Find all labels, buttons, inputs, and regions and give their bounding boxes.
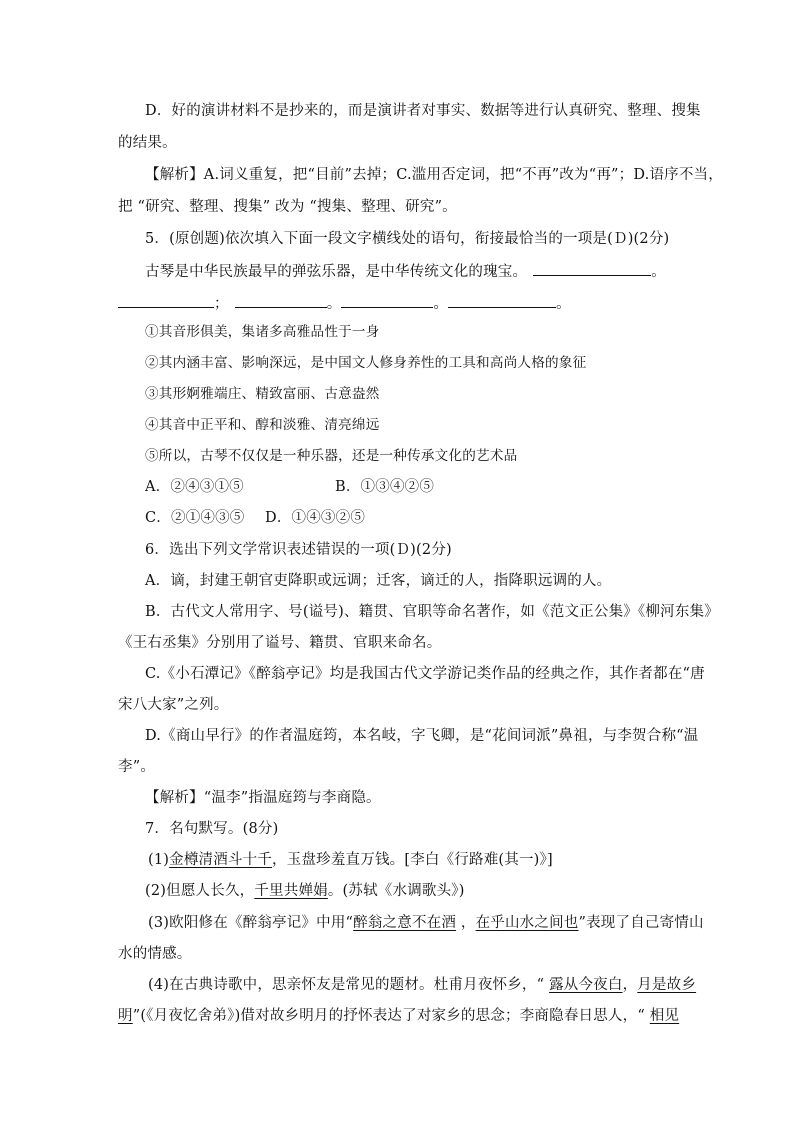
q5-fill-blank-5[interactable] <box>448 293 556 308</box>
q5-option-a: A．②④③①⑤ <box>145 479 244 495</box>
q7-s3-suffix: ”表现了自己寄情山 <box>578 915 704 931</box>
q5-passage-text: 古琴是中华民族最早的弹弦乐器，是中华传统文化的瑰宝。 <box>145 264 528 280</box>
q7-sentence-4-line2 <box>118 1006 679 1026</box>
q7-sentence-3-line2: 水的情感。 <box>118 946 192 962</box>
q7-s3-answer-2: 在乎山水之间也 <box>475 915 579 931</box>
q5-punct-3: 。 <box>326 296 342 312</box>
q5-punct-5: 。 <box>556 296 571 312</box>
q7-s4-prefix: (4)在古典诗歌中，思亲怀友是常见的题材。杜甫月夜怀乡，“ <box>148 977 550 993</box>
q7-s3-middle: ， <box>456 915 476 931</box>
q5-fill-blank-3[interactable] <box>235 293 327 308</box>
q7-s4-line2-text: ”(《月夜忆舍弟》)借对故乡明月的抒怀表达了对家乡的思念；李商隐春日思人，“ <box>132 1008 650 1024</box>
q5-item-5: ⑤所以，古琴不仅仅是一种乐器，还是一种传承文化的艺术品 <box>145 448 518 464</box>
q7-s3-prefix: (3)欧阳修在《醉翁亭记》中用“ <box>148 915 354 931</box>
q7-s1-prefix: (1) <box>148 852 170 868</box>
q4-analysis-line1: 【解析】A.词义重复，把“目前”去掉；C.滥用否定词，把“不再”改为“再”；D.语序不当， <box>145 167 723 183</box>
q4-option-d-line1: D．好的演讲材料不是抄来的，而是演讲者对事实、数据等进行认真研究、整理、搜集 <box>145 103 701 119</box>
q7-sentence-4 <box>148 975 696 995</box>
q6-option-b-line1: B．古代文人常用字、号(谥号)、籍贯、官职等命名著作，如《范文正公集》《柳河东集》 <box>145 604 719 620</box>
q7-s1-suffix: ，玉盘珍羞直万钱。[李白《行路难(其一)》] <box>272 852 553 868</box>
q5-passage <box>145 261 666 282</box>
q7-s4-answer-3: 相见 <box>649 1008 680 1024</box>
q5-item-1: ①其音形俱美，集诸多高雅品性于一身 <box>145 324 380 340</box>
q5-blanks-row <box>118 293 571 314</box>
q7-s3-answer-1: 醉翁之意不在酒 <box>353 915 457 931</box>
q6-analysis: 【解析】“温李”指温庭筠与李商隐。 <box>145 790 381 806</box>
q5-option-c: C．②①④③⑤ <box>145 510 245 526</box>
q7-s4-answer-2: 月是故乡 <box>637 977 697 993</box>
q6-option-d-line2: 李”。 <box>118 759 156 775</box>
q7-s4-middle: ， <box>622 977 638 993</box>
q6-option-b-line2: 《王右丞集》分别用了谥号、籍贯、官职来命名。 <box>118 635 442 651</box>
q5-punct-1: 。 <box>651 264 666 280</box>
q7-stem: 7．名句默写。(8分) <box>145 821 279 837</box>
q5-fill-blank-4[interactable] <box>341 293 433 308</box>
q5-fill-blank-2[interactable] <box>118 293 214 308</box>
q6-option-a: A．谪，封建王朝官吏降职或远调；迁客，谪迁的人，指降职远调的人。 <box>145 573 612 589</box>
q5-fill-blank-1[interactable] <box>533 261 651 276</box>
q7-s1-answer: 金樽清酒斗十千 <box>169 852 273 868</box>
q6-option-d-line1: D.《商山早行》的作者温庭筠，本名岐，字飞卿，是“花间词派”鼻祖，与李贺合称“温 <box>145 728 699 744</box>
q4-analysis-line2: 把 “研究、整理、搜集” 改为 “搜集、整理、研究”。 <box>118 199 457 215</box>
q6-option-c-line1: C.《小石潭记》《醉翁亭记》均是我国古代文学游记类作品的经典之作，其作者都在“唐 <box>145 666 705 682</box>
q7-s4-answer-2-cont: 明 <box>118 1008 133 1024</box>
q7-sentence-3 <box>148 913 704 933</box>
q7-s2-answer: 千里共婵娟 <box>254 883 328 899</box>
q4-option-d-line2: 的结果。 <box>118 135 177 151</box>
q5-item-4: ④其音中正平和、醇和淡雅、清亮绵远 <box>145 417 380 433</box>
q7-s2-prefix: (2)但愿人长久， <box>145 883 255 899</box>
q7-sentence-2 <box>145 881 465 901</box>
q5-option-d: D．①④③②⑤ <box>265 510 366 526</box>
q7-s4-answer-1: 露从今夜白 <box>549 977 623 993</box>
q5-item-3: ③其形婀雅端庄、精致富丽、古意盎然 <box>145 386 380 402</box>
q5-option-b: B．①③④②⑤ <box>335 479 435 495</box>
q5-punct-2: ； <box>214 296 229 312</box>
q5-item-2: ②其内涵丰富、影响深远，是中国文人修身养性的工具和高尚人格的象征 <box>145 355 587 371</box>
q5-stem: 5．(原创题)依次填入下面一段文字横线处的语句，衔接最恰当的一项是(Ｄ)(2分) <box>145 231 670 247</box>
q6-stem: 6．选出下列文学常识表述错误的一项(Ｄ)(2分) <box>145 542 452 558</box>
q6-option-c-line2: 宋八大家”之列。 <box>118 697 229 713</box>
q7-sentence-1 <box>148 850 553 870</box>
q5-punct-4: 。 <box>433 296 449 312</box>
q7-s2-suffix: 。(苏轼《水调歌头》) <box>327 883 465 899</box>
